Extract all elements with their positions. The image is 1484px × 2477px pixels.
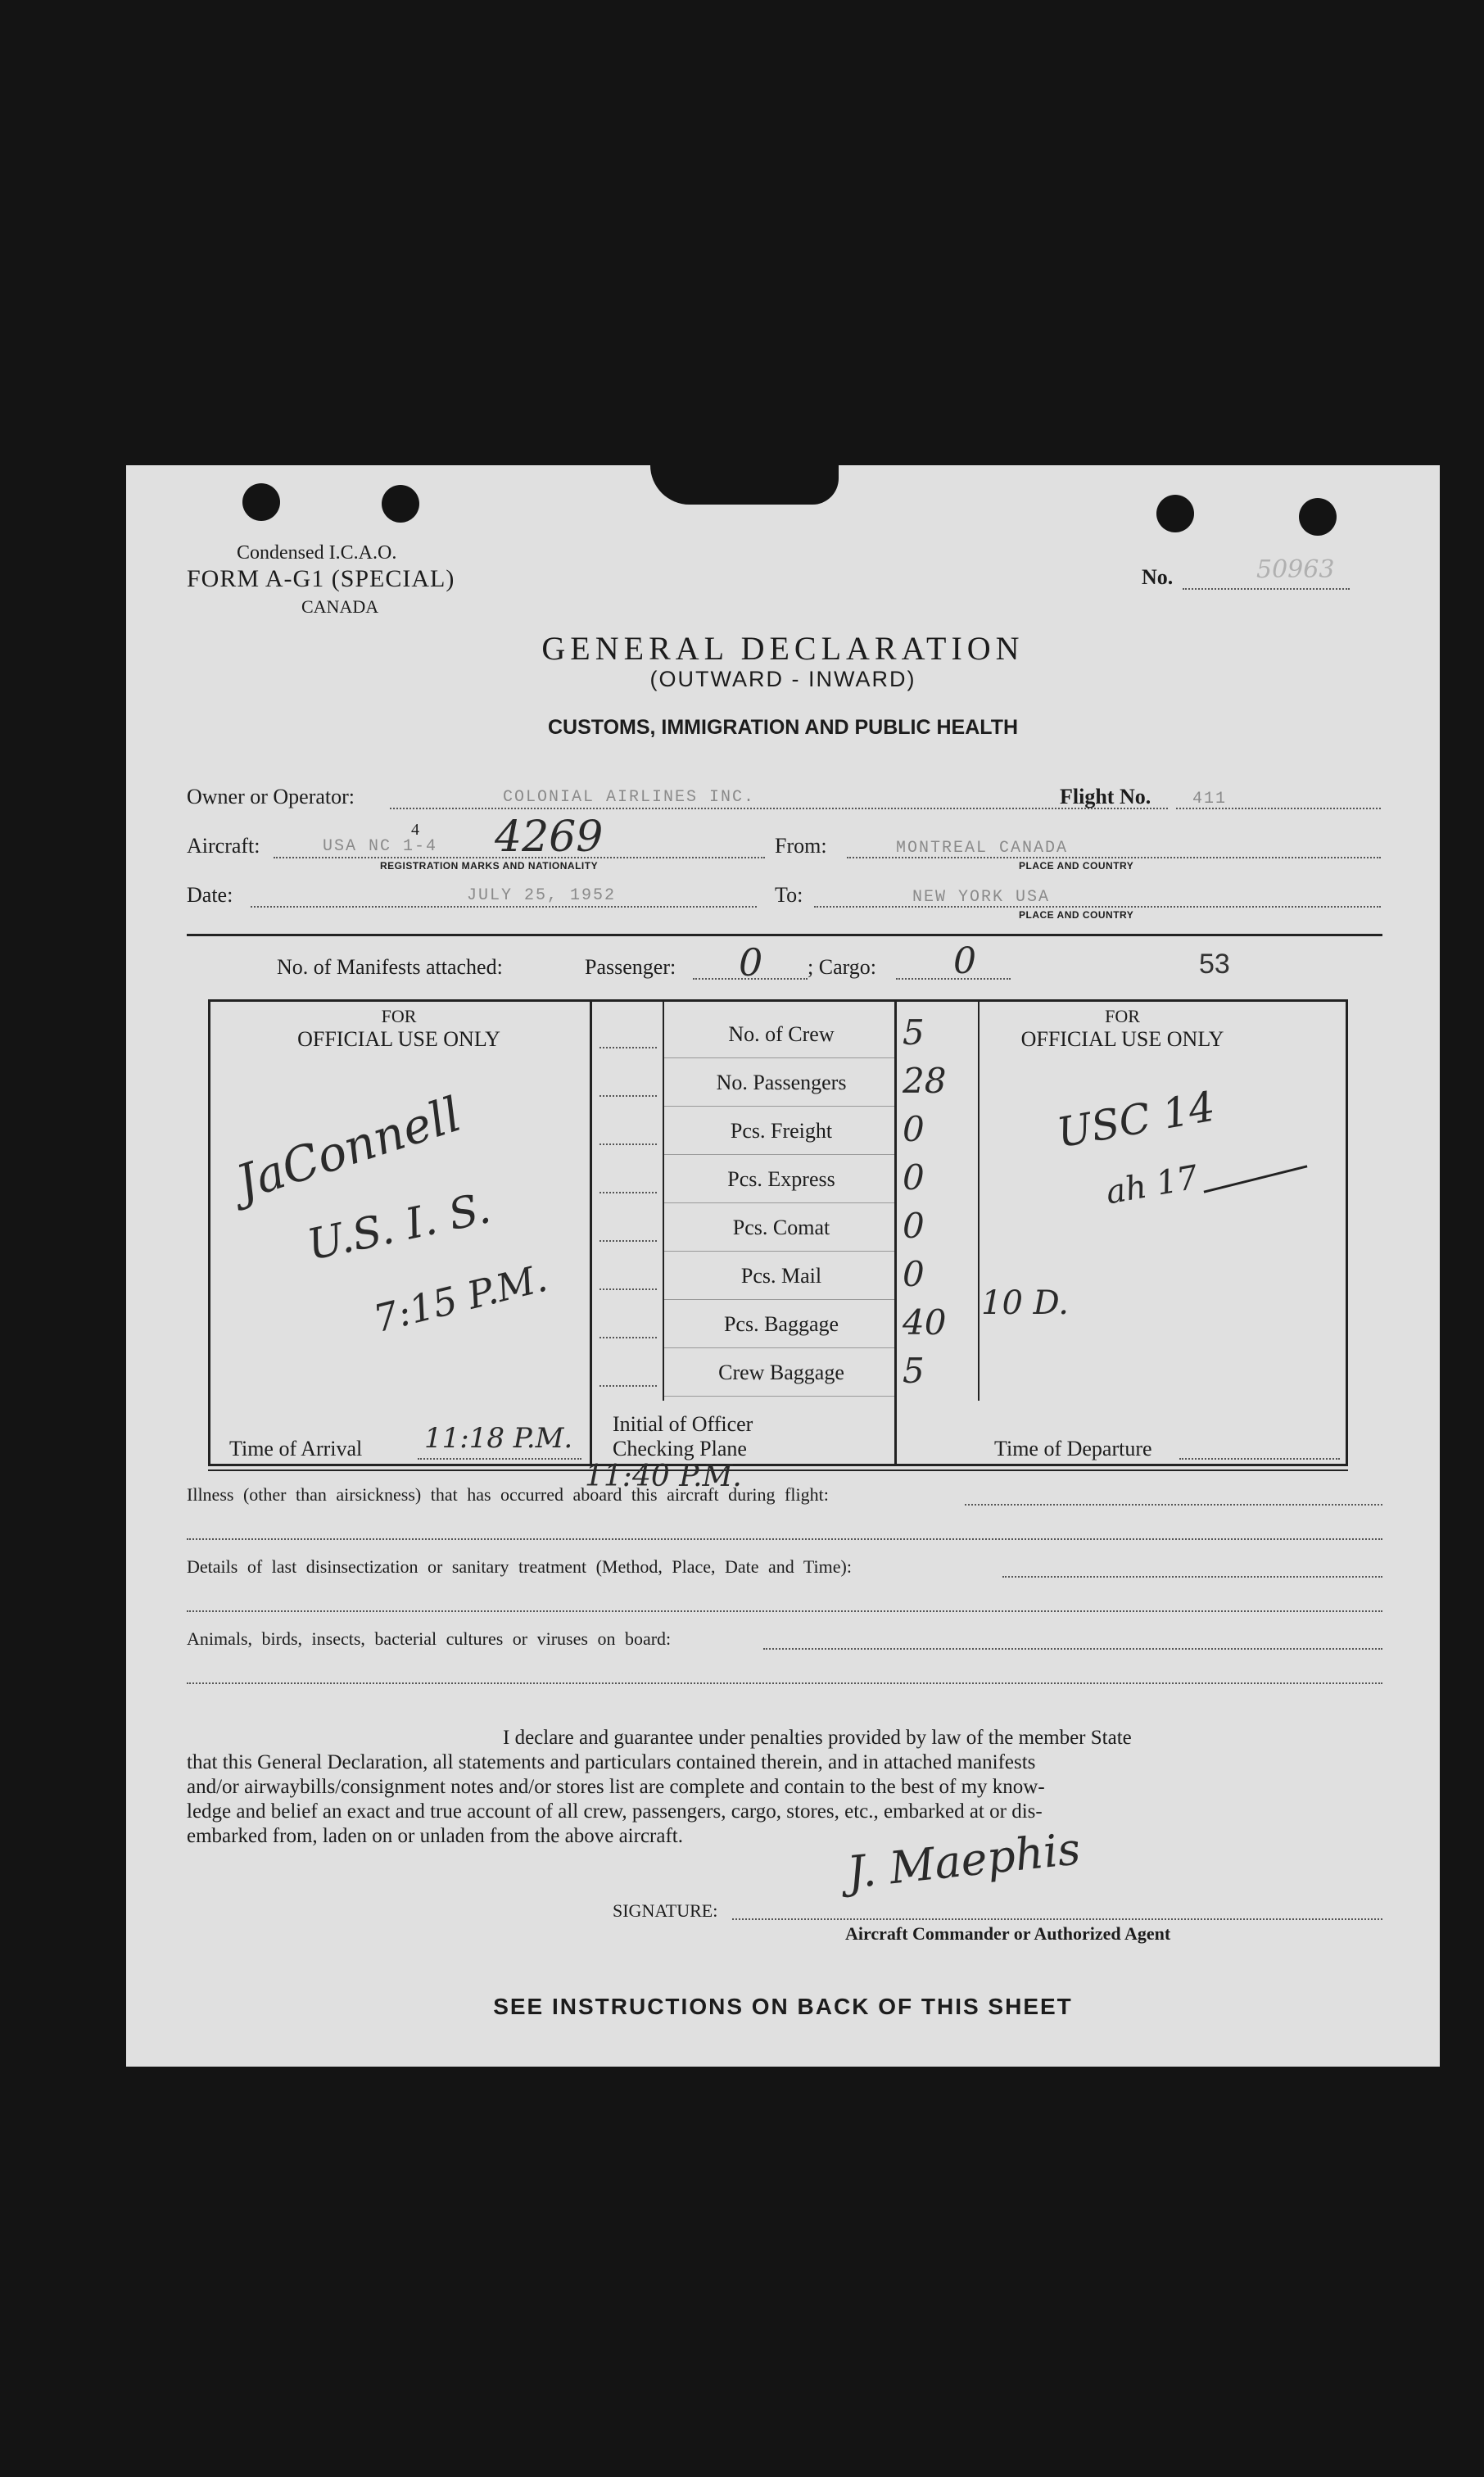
count-label: Pcs. Mail [740, 1264, 822, 1288]
owner-value: COLONIAL AIRLINES INC. [503, 788, 756, 807]
to-value: NEW YORK USA [912, 888, 1051, 907]
official-right-handwriting-2: ah 17 [1102, 1158, 1201, 1212]
form-condensed-label: Condensed I.C.A.O. [237, 542, 397, 564]
passenger-manifest-label: Passenger: [585, 955, 676, 979]
count-value: 40 [903, 1302, 947, 1343]
count-label: Pcs. Comat [732, 1216, 830, 1239]
page-subtitle-authorities: CUSTOMS, IMMIGRATION AND PUBLIC HEALTH [547, 716, 1019, 739]
initial-officer-line2: Checking Plane [613, 1437, 747, 1460]
table-bottom-double [208, 1469, 1348, 1471]
official-left-heading: OFFICIAL USE ONLY [297, 1027, 500, 1051]
punch-hole [242, 483, 280, 521]
to-caption: PLACE AND COUNTRY [1019, 909, 1134, 921]
count-initial-blank [599, 1192, 657, 1193]
arrival-time-value: 11:18 P.M. [424, 1422, 573, 1455]
document-number-value: 50963 [1256, 555, 1335, 584]
cargo-manifest-label: ; Cargo: [808, 955, 877, 979]
document-number-label: No. [1142, 565, 1174, 589]
date-line [251, 906, 757, 908]
declaration-line-1: I declare and guarantee under penalties provided by law of the member State [503, 1727, 1132, 1749]
count-value: 5 [903, 1012, 925, 1053]
counts-column-divider [978, 999, 980, 1401]
illness-line-2 [187, 1538, 1382, 1540]
declaration-line-3: and/or airwaybills/consignment notes and/or stores list are complete and contain to the best of my know- [187, 1776, 1045, 1798]
count-row-divider [663, 1347, 894, 1348]
owner-label: Owner or Operator: [187, 785, 355, 808]
count-row-divider [663, 1299, 894, 1300]
count-label: Crew Baggage [718, 1361, 844, 1384]
to-label: To: [775, 883, 803, 907]
aircraft-caption: REGISTRATION MARKS AND NATIONALITY [380, 860, 599, 872]
aircraft-label: Aircraft: [187, 834, 260, 858]
date-label: Date: [187, 883, 233, 907]
count-value: 5 [903, 1351, 925, 1391]
cargo-manifest-value: 0 [953, 940, 976, 982]
official-right-for: FOR [1105, 1006, 1140, 1026]
aircraft-registration-handwritten: 4269 [495, 813, 604, 862]
illness-line [965, 1504, 1382, 1506]
departure-time-label: Time of Departure [994, 1437, 1152, 1460]
count-row-divider [663, 1154, 894, 1155]
date-value: JULY 25, 1952 [467, 886, 617, 905]
manifests-label: No. of Manifests attached: [277, 955, 503, 979]
punch-hole [382, 485, 419, 523]
count-value: 0 [903, 1206, 925, 1246]
count-row-divider [663, 1396, 894, 1397]
passenger-manifest-value: 0 [739, 940, 763, 985]
count-label: No. Passengers [716, 1071, 847, 1094]
punch-hole [1156, 495, 1194, 532]
signature-line [732, 1918, 1382, 1920]
count-value: 28 [903, 1061, 947, 1101]
signature-label: SIGNATURE: [613, 1900, 718, 1921]
count-row-divider [663, 1202, 894, 1203]
from-label: From: [775, 834, 827, 858]
disinsectization-line-2 [187, 1610, 1382, 1612]
count-row-divider [663, 1057, 894, 1058]
count-label: Pcs. Baggage [723, 1312, 839, 1336]
aircraft-superscript: 4 [411, 821, 419, 839]
counts-column-divider [663, 999, 664, 1401]
arrival-time-label: Time of Arrival [229, 1437, 363, 1460]
form-number-label: FORM A-G1 (SPECIAL) [187, 565, 455, 592]
official-right-heading: OFFICIAL USE ONLY [1020, 1027, 1224, 1051]
disinsectization-label: Details of last disinsectization or sanitary treatment (Method, Place, Date and Time): [187, 1556, 852, 1577]
official-right-handwriting-3: 10 D. [981, 1284, 1069, 1322]
signature-caption: Aircraft Commander or Authorized Agent [845, 1923, 1171, 1944]
punch-hole [1299, 498, 1337, 536]
count-label: No. of Crew [728, 1022, 835, 1046]
count-label: Pcs. Express [727, 1167, 835, 1191]
count-value: 0 [903, 1254, 925, 1294]
owner-line [390, 808, 1168, 809]
count-initial-blank [599, 1143, 657, 1145]
declaration-form-sheet [126, 465, 1440, 2067]
footer-instructions: SEE INSTRUCTIONS ON BACK OF THIS SHEET [493, 1994, 1073, 2019]
to-line [814, 906, 1381, 908]
initial-officer-line1: Initial of Officer [613, 1412, 753, 1436]
count-initial-blank [599, 1385, 657, 1387]
count-row-divider [663, 1251, 894, 1252]
departure-time-line [1179, 1458, 1340, 1460]
table-divider-left [590, 999, 592, 1466]
count-initial-blank [599, 1240, 657, 1242]
count-initial-blank [599, 1288, 657, 1290]
count-value: 0 [903, 1109, 925, 1149]
illness-label: Illness (other than airsickness) that has occurred aboard this aircraft during flight: [187, 1484, 829, 1505]
arrival-time-line [418, 1458, 581, 1460]
count-label: Pcs. Freight [730, 1119, 833, 1143]
signature-handwritten: J. Maephis [844, 1823, 1084, 1899]
illness-handwritten-note: 11:40 P.M. [585, 1460, 742, 1493]
disinsectization-line [1002, 1576, 1382, 1578]
animals-line-2 [187, 1682, 1382, 1684]
torn-edge [650, 465, 839, 505]
animals-label: Animals, birds, insects, bacterial cultures or viruses on board: [187, 1628, 672, 1649]
aircraft-registration-typed: USA NC 1-4 [323, 837, 438, 856]
manifests-extra-number: 53 [1199, 949, 1230, 980]
flight-number-label: Flight No. [1060, 785, 1151, 808]
document-number-line [1183, 588, 1350, 590]
header-divider [187, 934, 1382, 936]
page-title: GENERAL DECLARATION [541, 630, 1025, 667]
official-left-for: FOR [381, 1006, 417, 1026]
count-value: 0 [903, 1157, 925, 1198]
page-subtitle-direction: (OUTWARD - INWARD) [649, 667, 916, 691]
official-right-handwriting-1: USC 14 [1053, 1082, 1219, 1157]
count-row-divider [663, 1106, 894, 1107]
official-left-handwriting-2: U.S. I. S. [303, 1184, 495, 1270]
declaration-line-5: embarked from, laden on or unladen from the above aircraft. [187, 1825, 683, 1847]
official-left-handwriting-3: 7:15 P.M. [369, 1255, 552, 1342]
from-caption: PLACE AND COUNTRY [1019, 860, 1134, 872]
declaration-line-4: ledge and belief an exact and true account of all crew, passengers, cargo, stores, etc., embarked at or dis- [187, 1800, 1043, 1823]
count-initial-blank [599, 1337, 657, 1338]
count-initial-blank [599, 1095, 657, 1097]
declaration-line-2: that this General Declaration, all statements and particulars contained therein, and in attached manifests [187, 1751, 1036, 1773]
from-value: MONTREAL CANADA [896, 839, 1069, 858]
animals-line [763, 1648, 1382, 1650]
flight-number-value: 411 [1192, 790, 1228, 808]
form-country-label: CANADA [301, 596, 379, 617]
count-initial-blank [599, 1047, 657, 1048]
official-left-handwriting-1: JaConnell [229, 1085, 468, 1211]
